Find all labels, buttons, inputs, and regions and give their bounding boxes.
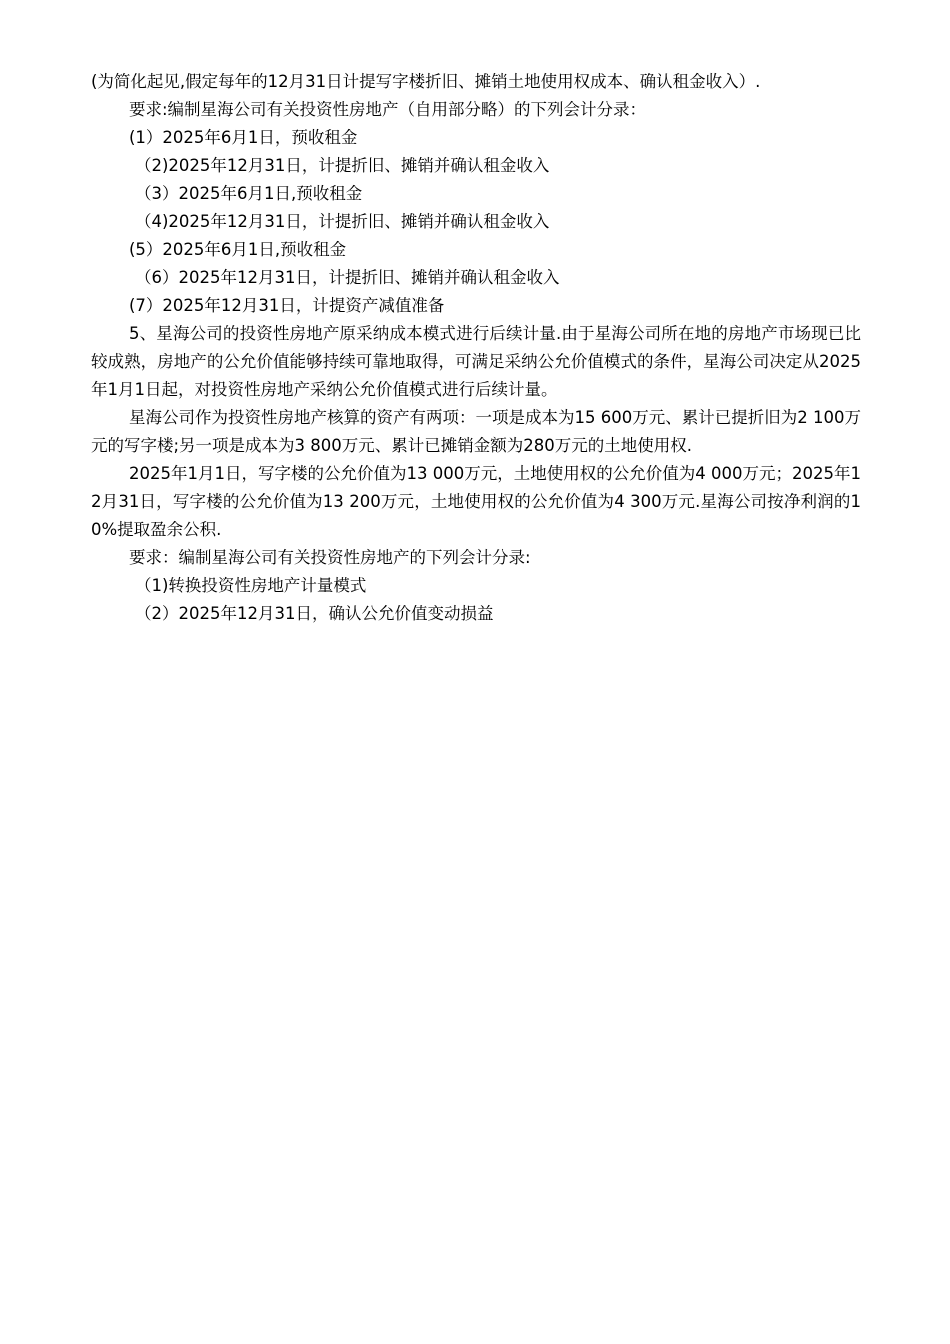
assets-paragraph: 星海公司作为投资性房地产核算的资产有两项：一项是成本为15 600万元、累计已提折旧为2 100万元的写字楼;另一项是成本为3 800万元、累计已摊销金额为280万元的土地使用权. bbox=[91, 408, 861, 455]
list-item: （1)转换投资性房地产计量模式 bbox=[135, 576, 367, 595]
list-item: （4)2025年12月31日，计提折旧、摊销并确认租金收入 bbox=[135, 212, 550, 231]
requirement-1-list bbox=[91, 124, 861, 320]
document-page bbox=[91, 68, 861, 628]
requirement-1: 要求:编制星海公司有关投资性房地产（自用部分略）的下列会计分录： bbox=[129, 100, 647, 119]
list-item: （2)2025年12月31日，计提折旧、摊销并确认租金收入 bbox=[135, 156, 550, 175]
list-item: （2）2025年12月31日，确认公允价值变动损益 bbox=[135, 604, 494, 623]
intro-note: (为简化起见,假定每年的12月31日计提写字楼折旧、摊销土地使用权成本、确认租金收入）. bbox=[91, 72, 761, 91]
question-5: 5、星海公司的投资性房地产原采纳成本模式进行后续计量.由于星海公司所在地的房地产市场现已比较成熟，房地产的公允价值能够持续可靠地取得，可满足采纳公允价值模式的条件，星海公司决定从2025年1月1日起，对投资性房地产采纳公允价值模式进行后续计量。 bbox=[91, 324, 861, 399]
requirement-2-list bbox=[91, 572, 861, 628]
list-item: (5）2025年6月1日,预收租金 bbox=[129, 240, 347, 259]
list-item: （6）2025年12月31日，计提折旧、摊销并确认租金收入 bbox=[135, 268, 560, 287]
list-item: (7）2025年12月31日，计提资产减值准备 bbox=[129, 296, 445, 315]
requirement-2: 要求：编制星海公司有关投资性房地产的下列会计分录: bbox=[129, 548, 531, 567]
fair-value-paragraph: 2025年1月1日，写字楼的公允价值为13 000万元，土地使用权的公允价值为4 000万元；2025年12月31日，写字楼的公允价值为13 200万元，土地使用权的公允价值为4 300万元.星海公司按净利润的10%提取盈余公积. bbox=[91, 464, 861, 539]
list-item: （3）2025年6月1日,预收租金 bbox=[135, 184, 363, 203]
list-item: (1）2025年6月1日，预收租金 bbox=[129, 128, 358, 147]
